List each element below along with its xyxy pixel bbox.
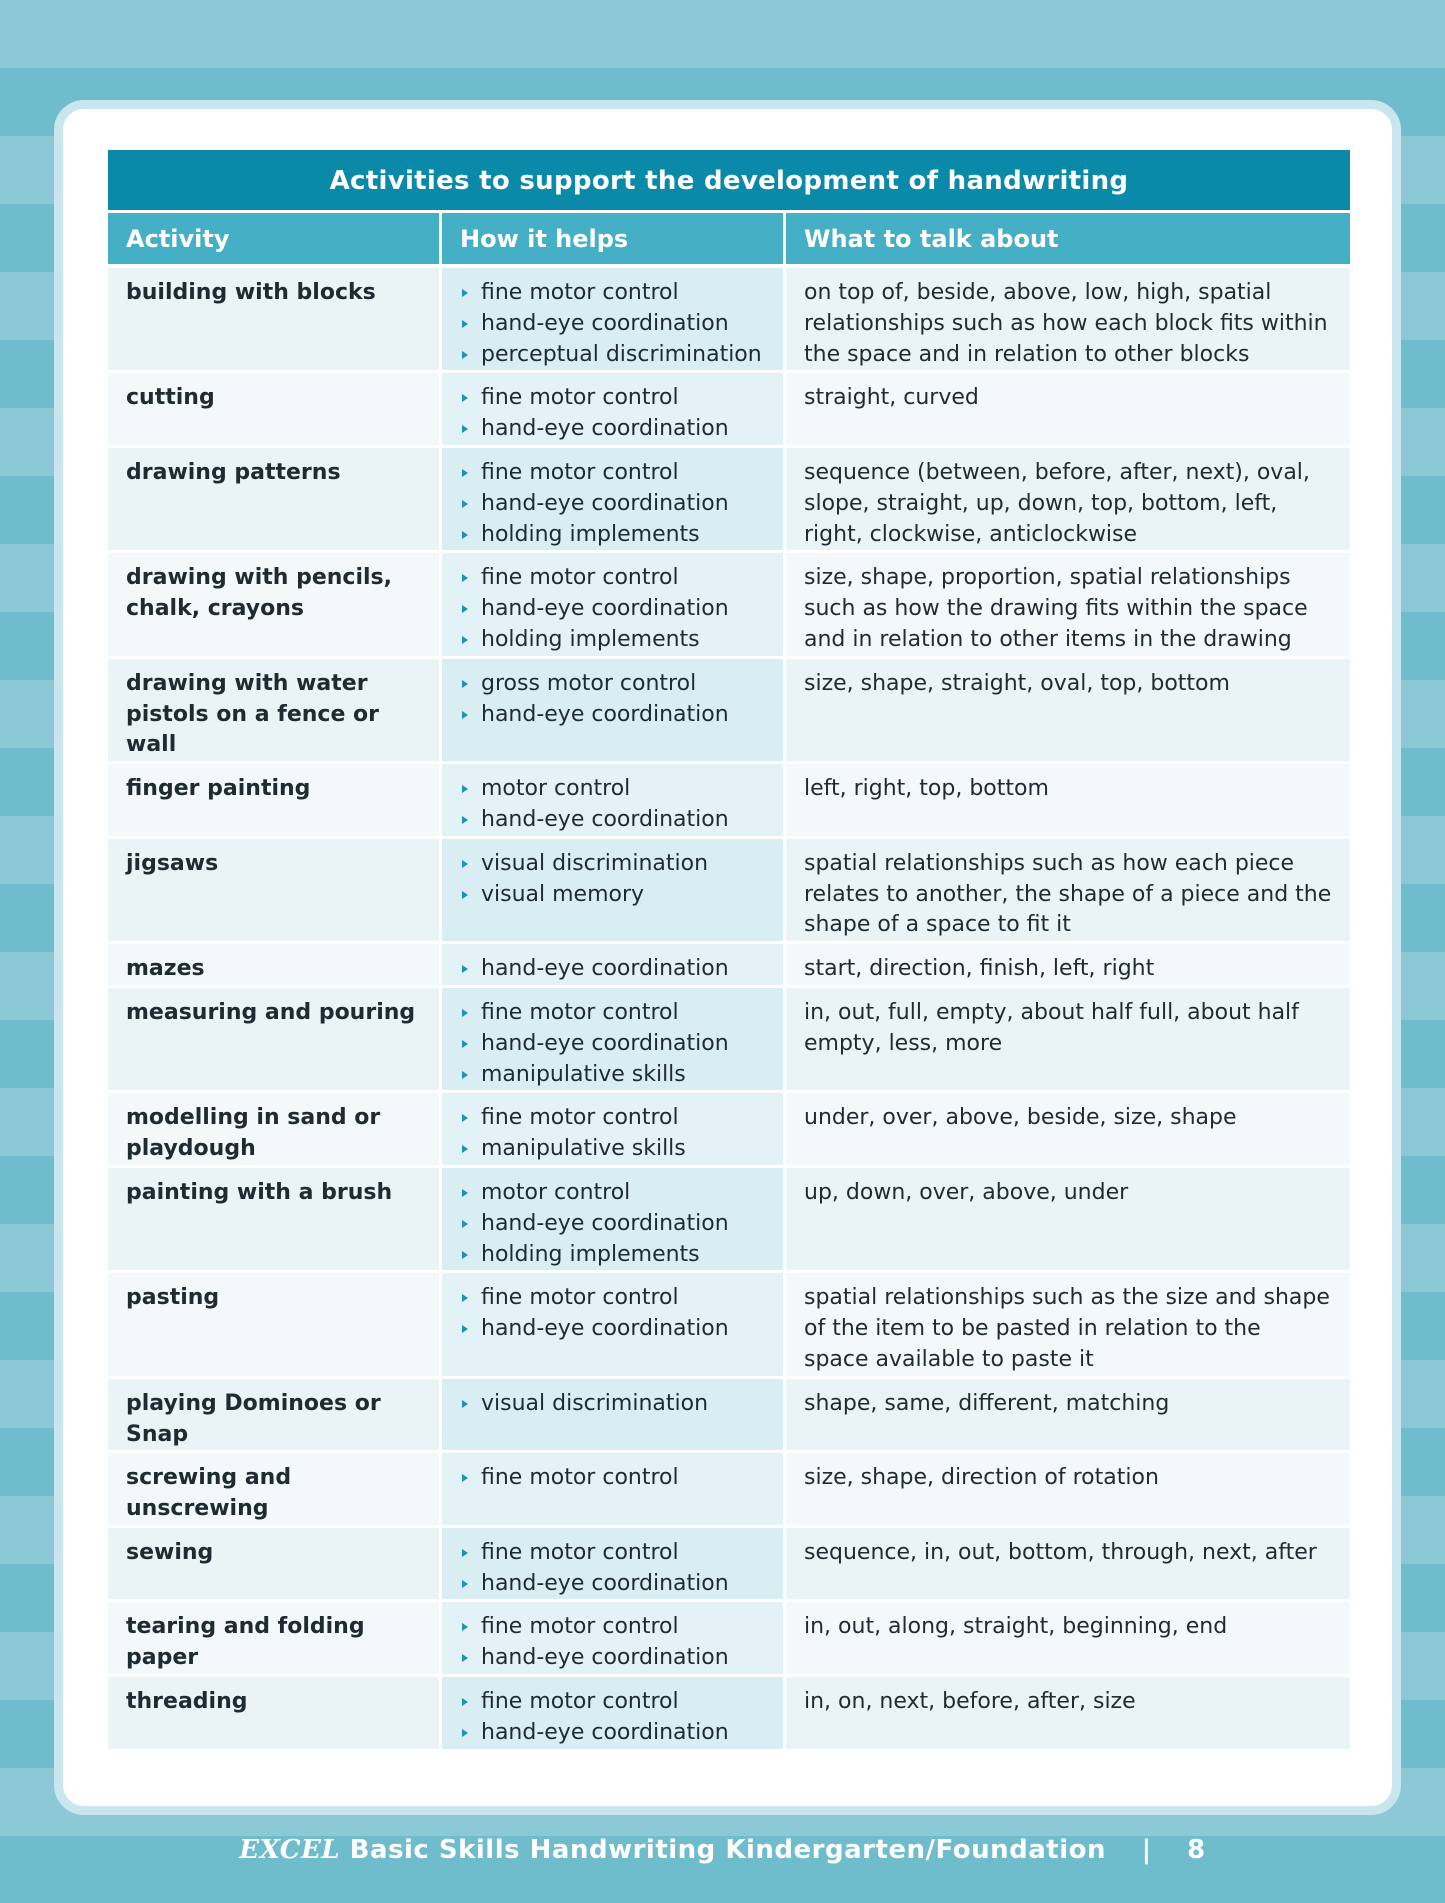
benefits-list [460,1687,765,1749]
benefit-item: fine motor control [460,1687,765,1718]
table-body [108,268,1350,1752]
what-to-talk-about-cell: on top of, beside, above, low, high, spatial relationships such as how each block fits within the space and in relation to other blocks [783,268,1350,373]
activity-cell: drawing with pencils, chalk, crayons [108,553,439,658]
benefit-item: hand-eye coordination [460,1643,765,1674]
header-how-it-helps: How it helps [439,210,783,268]
benefit-item: perceptual discrimination [460,340,765,371]
benefit-item: visual memory [460,880,765,911]
how-it-helps-cell [439,764,783,839]
what-to-talk-about-cell: up, down, over, above, under [783,1168,1350,1273]
benefit-item: fine motor control [460,1463,765,1494]
activity-cell: jigsaws [108,839,439,944]
what-to-talk-about-cell: in, on, next, before, after, size [783,1677,1350,1752]
table-row [108,764,1350,839]
table-row [108,1453,1350,1528]
benefit-item: hand-eye coordination [460,594,765,625]
benefit-item: fine motor control [460,1612,765,1643]
what-to-talk-about-cell: start, direction, finish, left, right [783,944,1350,988]
activity-cell: modelling in sand or playdough [108,1093,439,1168]
benefit-item: hand-eye coordination [460,1029,765,1060]
activity-cell: drawing with water pistols on a fence or wall [108,659,439,764]
activity-cell: drawing patterns [108,448,439,553]
activities-table [108,210,1350,1752]
what-to-talk-about-cell: spatial relationships such as the size and shape of the item to be pasted in relation to the space available to paste it [783,1273,1350,1378]
activity-cell: mazes [108,944,439,988]
activity-cell: pasting [108,1273,439,1378]
how-it-helps-cell [439,1093,783,1168]
benefit-item: hand-eye coordination [460,954,765,985]
activity-cell: tearing and folding paper [108,1602,439,1677]
benefits-list [460,669,765,731]
table-row [108,1602,1350,1677]
table-row [108,839,1350,944]
table-row [108,268,1350,373]
how-it-helps-cell [439,268,783,373]
how-it-helps-cell [439,1379,783,1454]
benefit-item: visual discrimination [460,849,765,880]
benefits-list [460,954,765,985]
benefit-item: holding implements [460,1240,765,1271]
activity-cell: playing Dominoes or Snap [108,1379,439,1454]
benefit-item: fine motor control [460,383,765,414]
table-row [108,1379,1350,1454]
benefit-item: hand-eye coordination [460,1718,765,1749]
benefit-item: fine motor control [460,998,765,1029]
page-footer [0,1835,1445,1865]
table-row [108,659,1350,764]
activity-cell: sewing [108,1528,439,1603]
benefit-item: manipulative skills [460,1060,765,1091]
benefit-item: gross motor control [460,669,765,700]
table-row [108,373,1350,448]
benefits-list [460,849,765,911]
benefit-item: motor control [460,1178,765,1209]
footer-book-title: Basic Skills Handwriting Kindergarten/Foundation [349,1835,1106,1865]
header-what-to-talk-about: What to talk about [783,210,1350,268]
benefit-item: holding implements [460,625,765,656]
benefits-list [460,458,765,550]
benefits-list [460,278,765,370]
benefits-list [460,1612,765,1674]
benefit-item: fine motor control [460,1538,765,1569]
benefit-item: hand-eye coordination [460,1209,765,1240]
how-it-helps-cell [439,988,783,1093]
activity-cell: painting with a brush [108,1168,439,1273]
how-it-helps-cell [439,1677,783,1752]
activity-cell: finger painting [108,764,439,839]
benefits-list [460,1283,765,1345]
table-row [108,1677,1350,1752]
table-row [108,553,1350,658]
table-header-row [108,210,1350,268]
benefits-list [460,1178,765,1270]
benefit-item: hand-eye coordination [460,700,765,731]
how-it-helps-cell [439,659,783,764]
benefit-item: fine motor control [460,278,765,309]
how-it-helps-cell [439,553,783,658]
activity-cell: threading [108,1677,439,1752]
benefits-list [460,1538,765,1600]
activity-cell: building with blocks [108,268,439,373]
benefit-item: hand-eye coordination [460,1314,765,1345]
benefit-item: hand-eye coordination [460,489,765,520]
what-to-talk-about-cell: spatial relationships such as how each piece relates to another, the shape of a piece and the shape of a space to fit it [783,839,1350,944]
how-it-helps-cell [439,1273,783,1378]
what-to-talk-about-cell: sequence, in, out, bottom, through, next, after [783,1528,1350,1603]
benefits-list [460,563,765,655]
benefits-list [460,383,765,445]
how-it-helps-cell [439,839,783,944]
benefit-item: fine motor control [460,458,765,489]
how-it-helps-cell [439,1453,783,1528]
table-row [108,1168,1350,1273]
what-to-talk-about-cell: size, shape, straight, oval, top, bottom [783,659,1350,764]
how-it-helps-cell [439,1602,783,1677]
how-it-helps-cell [439,448,783,553]
what-to-talk-about-cell: sequence (between, before, after, next), oval, slope, straight, up, down, top, bottom, left, right, clockwise, anticlockwise [783,448,1350,553]
table-title: Activities to support the development of handwriting [108,150,1350,210]
what-to-talk-about-cell: in, out, along, straight, beginning, end [783,1602,1350,1677]
activity-cell: screwing and unscrewing [108,1453,439,1528]
activities-table-section [108,150,1350,1752]
benefits-list [460,1463,765,1494]
benefits-list [460,1103,765,1165]
footer-brand: EXCEL [239,1835,341,1865]
table-row [108,448,1350,553]
header-activity: Activity [108,210,439,268]
how-it-helps-cell [439,373,783,448]
benefit-item: hand-eye coordination [460,414,765,445]
footer-separator: | [1141,1835,1152,1865]
table-row [108,1093,1350,1168]
what-to-talk-about-cell: size, shape, proportion, spatial relationships such as how the drawing fits within the space and in relation to other items in the drawing [783,553,1350,658]
what-to-talk-about-cell: left, right, top, bottom [783,764,1350,839]
what-to-talk-about-cell: straight, curved [783,373,1350,448]
how-it-helps-cell [439,944,783,988]
benefits-list [460,774,765,836]
table-row [108,944,1350,988]
how-it-helps-cell [439,1528,783,1603]
benefit-item: manipulative skills [460,1134,765,1165]
activity-cell: measuring and pouring [108,988,439,1093]
benefit-item: hand-eye coordination [460,309,765,340]
benefits-list [460,998,765,1090]
table-row [108,1528,1350,1603]
table-row [108,1273,1350,1378]
benefits-list [460,1389,765,1420]
what-to-talk-about-cell: shape, same, different, matching [783,1379,1350,1454]
benefit-item: visual discrimination [460,1389,765,1420]
page-number: 8 [1187,1835,1206,1865]
benefit-item: holding implements [460,520,765,551]
benefit-item: fine motor control [460,1103,765,1134]
what-to-talk-about-cell: size, shape, direction of rotation [783,1453,1350,1528]
benefit-item: fine motor control [460,563,765,594]
how-it-helps-cell [439,1168,783,1273]
activity-cell: cutting [108,373,439,448]
what-to-talk-about-cell: under, over, above, beside, size, shape [783,1093,1350,1168]
benefit-item: fine motor control [460,1283,765,1314]
benefit-item: hand-eye coordination [460,1569,765,1600]
table-row [108,988,1350,1093]
benefit-item: hand-eye coordination [460,805,765,836]
what-to-talk-about-cell: in, out, full, empty, about half full, about half empty, less, more [783,988,1350,1093]
benefit-item: motor control [460,774,765,805]
